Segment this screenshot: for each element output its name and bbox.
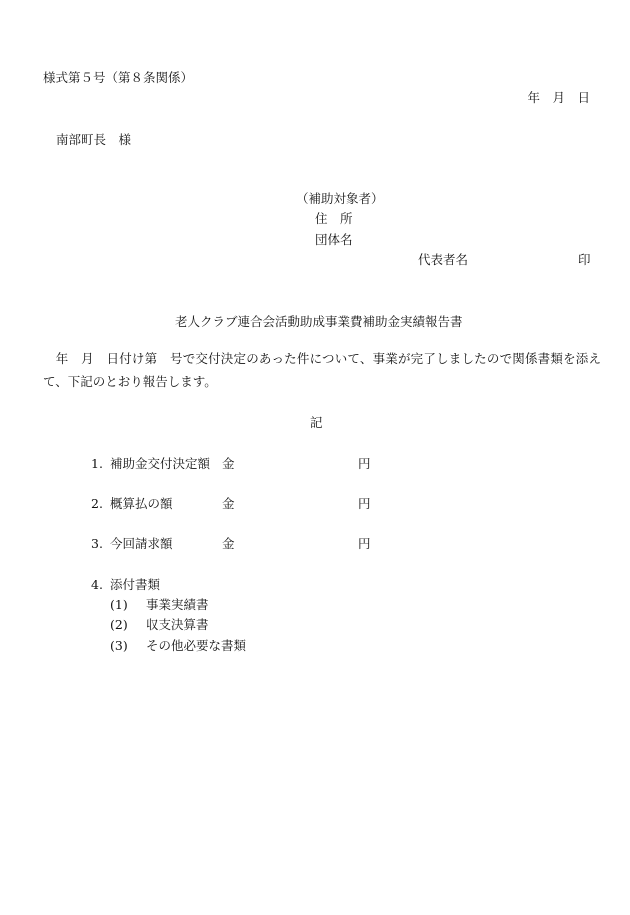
addressee: 南部町長 様 — [56, 132, 132, 147]
item-label: 今回請求額 — [110, 536, 173, 551]
body-line-2: て、下記のとおり報告します。 — [43, 374, 217, 389]
document-title: 老人クラブ連合会活動助成事業費補助金実績報告書 — [175, 314, 463, 329]
currency-prefix: 金 — [222, 536, 235, 551]
ki-marker: 記 — [310, 415, 323, 430]
item-number: 2. — [91, 496, 103, 511]
item-number: 4. — [91, 577, 103, 592]
yen-unit: 円 — [358, 456, 371, 471]
yen-unit: 円 — [358, 536, 371, 551]
item-label: 概算払の額 — [110, 496, 173, 511]
attachment-number: (3) — [110, 638, 128, 653]
seal-mark: 印 — [578, 252, 591, 267]
attachment-item: 収支決算書 — [146, 617, 209, 632]
address-label: 住 所 — [315, 211, 353, 226]
currency-prefix: 金 — [222, 456, 235, 471]
applicant-heading: （補助対象者） — [296, 191, 384, 206]
attachment-item: 事業実績書 — [146, 597, 209, 612]
attachment-item: その他必要な書類 — [146, 638, 247, 653]
date-line: 年 月 日 — [527, 90, 590, 105]
attachment-number: (1) — [110, 597, 128, 612]
yen-unit: 円 — [358, 496, 371, 511]
form-label: 様式第５号（第８条関係） — [43, 70, 194, 85]
item-label: 補助金交付決定額 — [110, 456, 211, 471]
attachment-number: (2) — [110, 617, 128, 632]
item-number: 1. — [91, 456, 103, 471]
attachments-label: 添付書類 — [110, 577, 161, 592]
representative-label: 代表者名 — [418, 252, 469, 267]
currency-prefix: 金 — [222, 496, 235, 511]
organization-label: 団体名 — [315, 232, 353, 247]
body-line-1: 年 月 日付け第 号で交付決定のあった件について、事業が完了しましたので関係書類を添え — [43, 351, 602, 366]
item-number: 3. — [91, 536, 103, 551]
